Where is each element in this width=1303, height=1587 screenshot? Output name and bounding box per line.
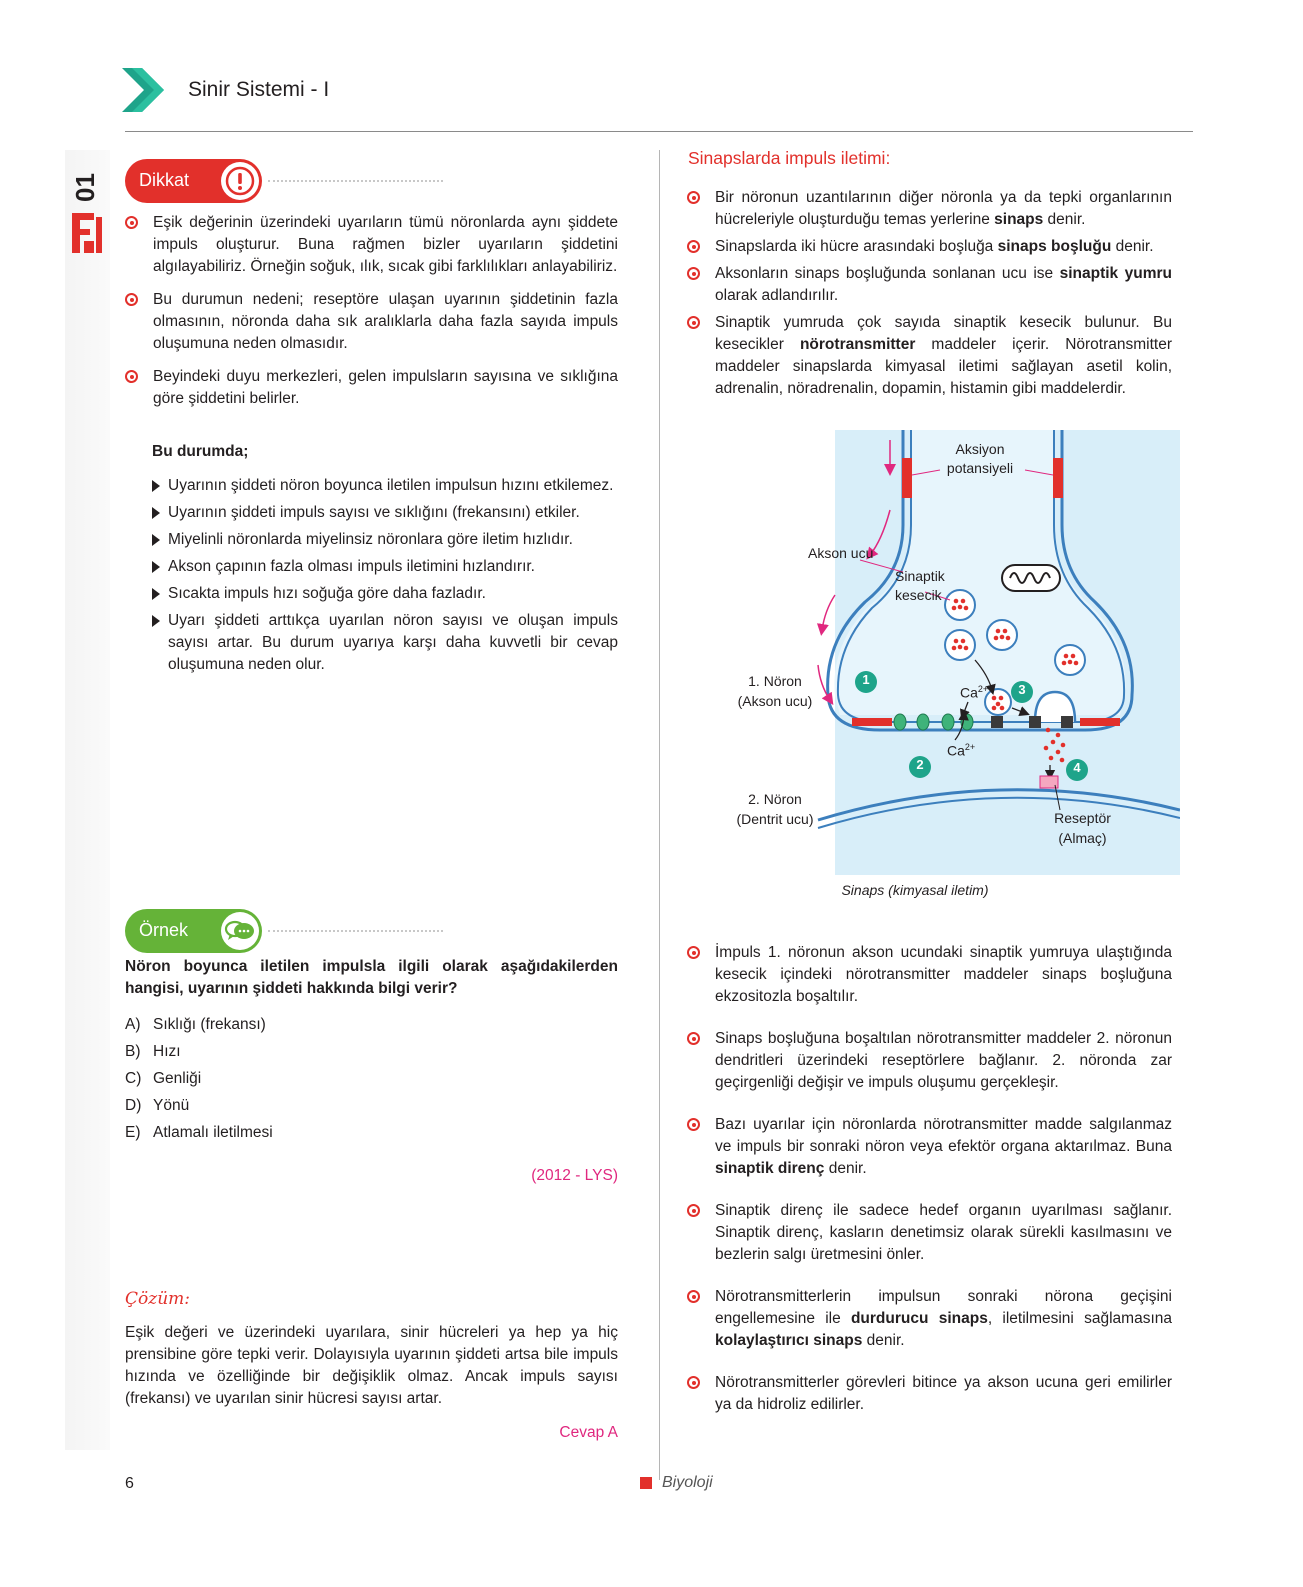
mitochondrion-icon [1002,565,1060,591]
label-noron1: 1. Nöron (Akson ucu) [737,673,813,709]
badge-4: 4 [1073,760,1081,775]
option-c: C) Genliği [125,1070,202,1087]
label-ca-upper: $Ca^{2+}$ [960,684,989,701]
list-item: Uyarının şiddeti impuls sayısı ve sıklığını (frekansını) etkiler. [150,502,618,524]
fasikul-number: 01 [70,173,100,202]
ornek-question: Nöron boyunca iletilen impulsla ilgili olarak aşağıdakilerden hangisi, uyarının şiddeti hakkında bilgi verir? [125,958,618,997]
section-heading: Sinapslarda impuls iletimi: [688,148,891,168]
dikkat-tag [125,159,262,203]
label-aksiyon: Aksiyon potansiyeli [946,441,1014,476]
exclamation-icon [221,162,259,200]
cozum-text: Eşik değeri ve üzerindeki uyarılara, sinir hücreleri ya hep ya hiç prensibine göre tepki verir. Dolayısıyla uyarının şiddeti artsa bile impuls hızında ve özelliğinde bir değişiklik olmaz. Ancak impuls sayısı (frekansı) ve uyarılan sinir hücresi sayısı artar. [125,1324,618,1407]
question-source: (2012 - LYS) [531,1167,618,1184]
list-item: Akson çapının fazla olması impuls iletimini hızlandırır. [150,556,618,578]
list-item: Sıcakta impuls hızı soğuğa göre daha fazladır. [150,583,618,605]
synapse-bullet: Bir nöronun uzantılarının diğer nöronla ya da tepki organlarının hücreleriyle oluşturduğu temas yerlerine sinaps denir. [687,187,1172,231]
dikkat-bullet: Bu durumun nedeni; reseptöre ulaşan uyarının şiddetinin fazla olmasının, nöronda daha sık aralıklarla daha fazla sayıda impuls oluşumuna neden olmasıdır. [125,289,618,355]
synapse-bullet: Sinaptik direnç ile sadece hedef organın uyarılması sağlanır. Sinaptik direnç, kasların denetimsiz olarak sürekli kasılmasını ve bezlerin salgı üretmesini önler. [687,1200,1172,1266]
column-divider [659,150,660,1480]
synapse-bullets-bottom [687,942,1172,1416]
page-number: 6 [125,1475,134,1492]
ornek-label: Örnek [139,920,189,940]
header-chevron-logo [122,68,166,112]
synapse-bullet: Sinaptik yumruda çok sayıda sinaptik kesecik bulunur. Bu kesecikler nörotransmitter maddeler içerir. Nörotransmitter maddeler sinapslarda kimyasal iletimi sağlayan asetil kolin, adrenalin, nöradrenalin, dopamin, histamin gibi maddelerdir. [687,312,1172,400]
label-noron2: 2. Nöron (Dentrit ucu) [736,791,814,827]
sidebar-strip [65,150,110,1450]
chapter-title: Sinir Sistemi - I [188,78,330,101]
footer-brand-label: Biyoloji [662,1474,713,1491]
label-reseptor: Reseptör (Almaç) [1054,810,1111,846]
list-item: Uyarı şiddeti arttıkça uyarılan nöron sayısı ve oluşan impuls sayısı artar. Bu durum uyarıya karşı daha kuvvetli bir cevap oluşumuna neden olur. [150,610,618,676]
option-e: E) Atlamalı iletilmesi [125,1124,273,1141]
dikkat-bullet: Eşik değerinin üzerindeki uyarıların tümü nöronlarda aynı şiddete impuls oluşturur. Buna rağmen bizler uyarıların şiddetini algılayabiliriz. Örneğin soğuk, ılık, sıcak gibi farklılıkları anlayabiliriz. [125,212,618,278]
synapse-bullet: Sinaps boşluğuna boşaltılan nörotransmitter maddeler 2. nöronun dendritleri üzerindeki reseptörlere bağlanır. 2. nöronda zar geçirgenliği değişir ve impuls oluşumu gerçekleşir. [687,1028,1172,1094]
badge-1: 1 [862,672,870,687]
synapse-bullet: İmpuls 1. nöronun akson ucundaki sinaptik yumruya ulaştığında kesecik içindeki nörotransmitter maddeler sinaps boşluğuna ekzositozla boşaltılır. [687,942,1172,1008]
synapse-bullet: Bazı uyarılar için nöronlarda nörotransmitter madde salgılanmaz ve impuls bir sonraki nöron veya efektör organa aktarılmaz. Buna sinaptik direnç denir. [687,1114,1172,1180]
badge-3: 3 [1018,682,1026,697]
label-akson-ucu: Akson ucu [808,545,874,561]
option-d: D) Yönü [125,1097,190,1114]
dikkat-subheading: Bu durumda; [152,443,249,460]
footer-square-icon [640,1477,652,1489]
option-a: A) Sıklığı (frekansı) [125,1016,266,1033]
dikkat-list [150,475,618,676]
label-ca-lower: $Ca^{2+}$ [947,742,976,759]
ornek-dotted-line [268,930,443,932]
dikkat-bullets [125,212,618,410]
ornek-tag [125,909,262,953]
speech-bubbles-icon [221,912,259,950]
badge-2: 2 [916,757,924,772]
synapse-bullet: Aksonların sinaps boşluğunda sonlanan ucu ise sinaptik yumru olarak adlandırılır. [687,263,1172,307]
synapse-bullet: Nörotransmitterlerin impulsun sonraki nörona geçişini engellemesine ile durdurucu sinaps, iletilmesini sağlamasına kolaylaştırıcı sinaps denir. [687,1286,1172,1352]
dikkat-dotted-line [268,180,443,182]
footer-brand [640,1474,713,1492]
answer: Cevap A [559,1424,618,1441]
cozum-title: Çözüm: [125,1289,190,1309]
header-rule [125,131,1193,132]
synapse-bullet: Nörotransmitterler görevleri bitince ya akson ucuna geri emilirler ya da hidroliz edilirler. [687,1372,1172,1416]
ornek-options [125,1014,273,1144]
label-sinaptik-kesecik: Sinaptik kesecik [895,568,945,603]
dikkat-label: Dikkat [139,170,190,190]
option-b: B) Hızı [125,1043,181,1060]
list-item: Uyarının şiddeti nöron boyunca iletilen impulsun hızını etkilemez. [150,475,618,497]
list-item: Miyelinli nöronlarda miyelinsiz nöronlara göre iletim hızlıdır. [150,529,618,551]
diagram-caption: Sinaps (kimyasal iletim) [841,882,989,898]
dikkat-bullet: Beyindeki duyu merkezleri, gelen impulsların sayısına ve sıklığına göre şiddetini belirler. [125,366,618,410]
synapse-bullet: Sinapslarda iki hücre arasındaki boşluğa sinaps boşluğu denir. [687,236,1172,258]
synapse-bullets-top [687,187,1172,400]
